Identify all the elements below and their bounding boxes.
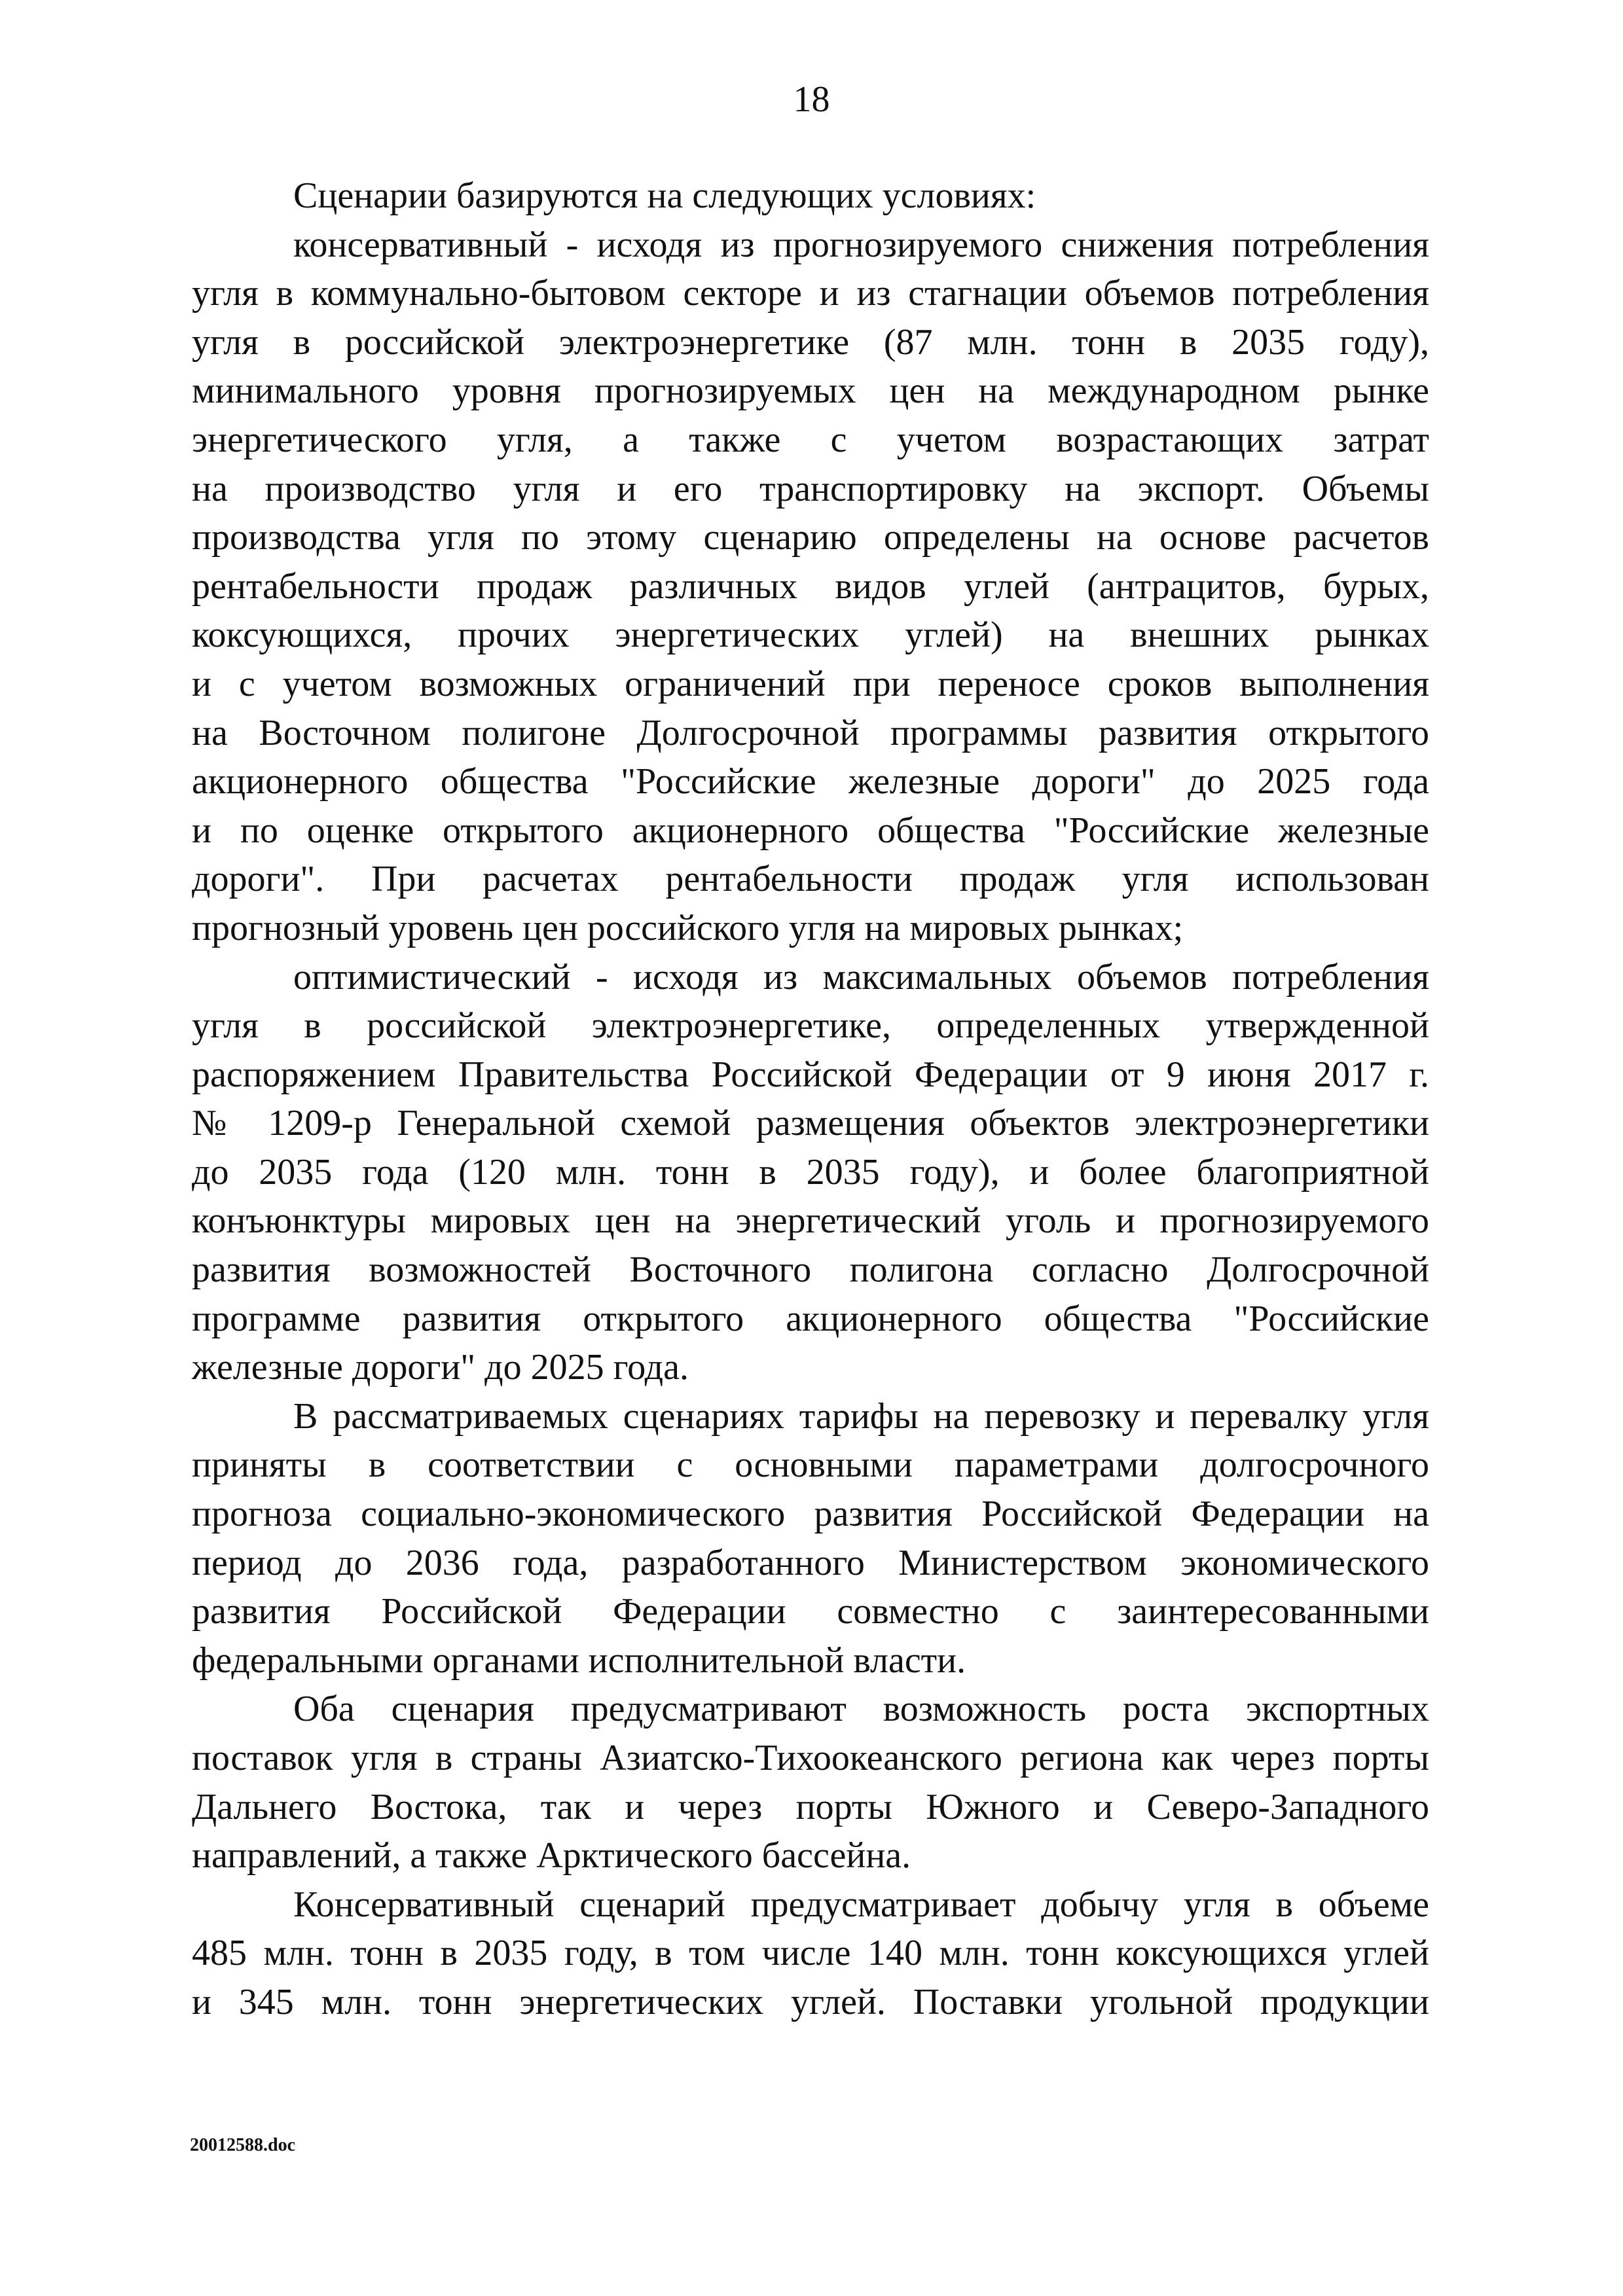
- page-number: 18: [793, 79, 830, 120]
- text-line: Сценарии базируются на следующих условиях:: [293, 175, 1036, 216]
- text-line: прогноза социально-экономического развития Российской Федерации на: [192, 1494, 1429, 1535]
- text-line: федеральными органами исполнительной власти.: [192, 1640, 966, 1681]
- text-line: минимального уровня прогнозируемых цен на международном рынке: [192, 370, 1429, 412]
- text-line: программе развития открытого акционерного общества "Российские: [192, 1298, 1429, 1339]
- text-line: поставок угля в страны Азиатско-Тихоокеанского региона как через порты: [192, 1738, 1429, 1778]
- text-line: конъюнктуры мировых цен на энергетический уголь и прогнозируемого: [192, 1200, 1429, 1242]
- text-line: консервативный - исходя из прогнозируемого снижения потребления: [293, 224, 1429, 265]
- text-line: развития возможностей Восточного полигона согласно Долгосрочной: [192, 1249, 1429, 1291]
- text-line: № 1209-р Генеральной схемой размещения объектов электроэнергетики: [192, 1103, 1429, 1144]
- text-line: коксующихся, прочих энергетических углей) на внешних рынках: [192, 615, 1429, 656]
- text-line: прогнозный уровень цен российского угля на мировых рынках;: [192, 907, 1184, 948]
- text-line: железные дороги" до 2025 года.: [192, 1347, 689, 1388]
- text-line: угля в российской электроэнергетике (87 млн. тонн в 2035 году),: [192, 321, 1429, 363]
- document-body: [192, 171, 1429, 2027]
- text-line: развития Российской Федерации совместно с заинтересованными: [192, 1591, 1429, 1632]
- text-line: Консервативный сценарий предусматривает добычу угля в объеме: [293, 1884, 1429, 1925]
- text-line: и с учетом возможных ограничений при переносе сроков выполнения: [192, 663, 1429, 704]
- text-line: и по оценке открытого акционерного общества "Российские железные: [192, 810, 1429, 851]
- text-line: направлений, а также Арктического бассейна.: [192, 1835, 911, 1876]
- text-line: акционерного общества "Российские железные дороги" до 2025 года: [192, 761, 1429, 802]
- text-line: оптимистический - исходя из максимальных объемов потребления: [293, 956, 1429, 997]
- text-line: В рассматриваемых сценариях тарифы на перевозку и перевалку угля: [293, 1395, 1429, 1437]
- text-line: приняты в соответствии с основными параметрами долгосрочного: [192, 1444, 1429, 1486]
- text-line: 485 млн. тонн в 2035 году, в том числе 140 млн. тонн коксующихся углей: [192, 1933, 1429, 1974]
- text-line: до 2035 года (120 млн. тонн в 2035 году), и более благоприятной: [192, 1151, 1429, 1193]
- text-line: период до 2036 года, разработанного Министерством экономического: [192, 1542, 1429, 1583]
- text-line: рентабельности продаж различных видов углей (антрацитов, бурых,: [192, 565, 1429, 607]
- text-line: Дальнего Востока, так и через порты Южного и Северо-Западного: [192, 1786, 1429, 1827]
- text-line: распоряжением Правительства Российской Федерации от 9 июня 2017 г.: [192, 1054, 1429, 1095]
- footer-file-name: 20012588.doc: [190, 2135, 295, 2155]
- text-line: угля в российской электроэнергетике, определенных утвержденной: [192, 1005, 1429, 1047]
- text-line: производства угля по этому сценарию определены на основе расчетов: [192, 517, 1429, 558]
- text-line: угля в коммунально-бытовом секторе и из стагнации объемов потребления: [192, 273, 1429, 314]
- text-line: дороги". При расчетах рентабельности продаж угля использован: [192, 859, 1429, 900]
- text-line: на производство угля и его транспортировку на экспорт. Объемы: [192, 468, 1429, 509]
- text-line: и 345 млн. тонн энергетических углей. Поставки угольной продукции: [192, 1981, 1429, 2022]
- text-line: на Восточном полигоне Долгосрочной программы развития открытого: [192, 712, 1429, 753]
- text-line: Оба сценария предусматривают возможность роста экспортных: [293, 1689, 1429, 1730]
- text-line: энергетического угля, а также с учетом возрастающих затрат: [192, 419, 1429, 460]
